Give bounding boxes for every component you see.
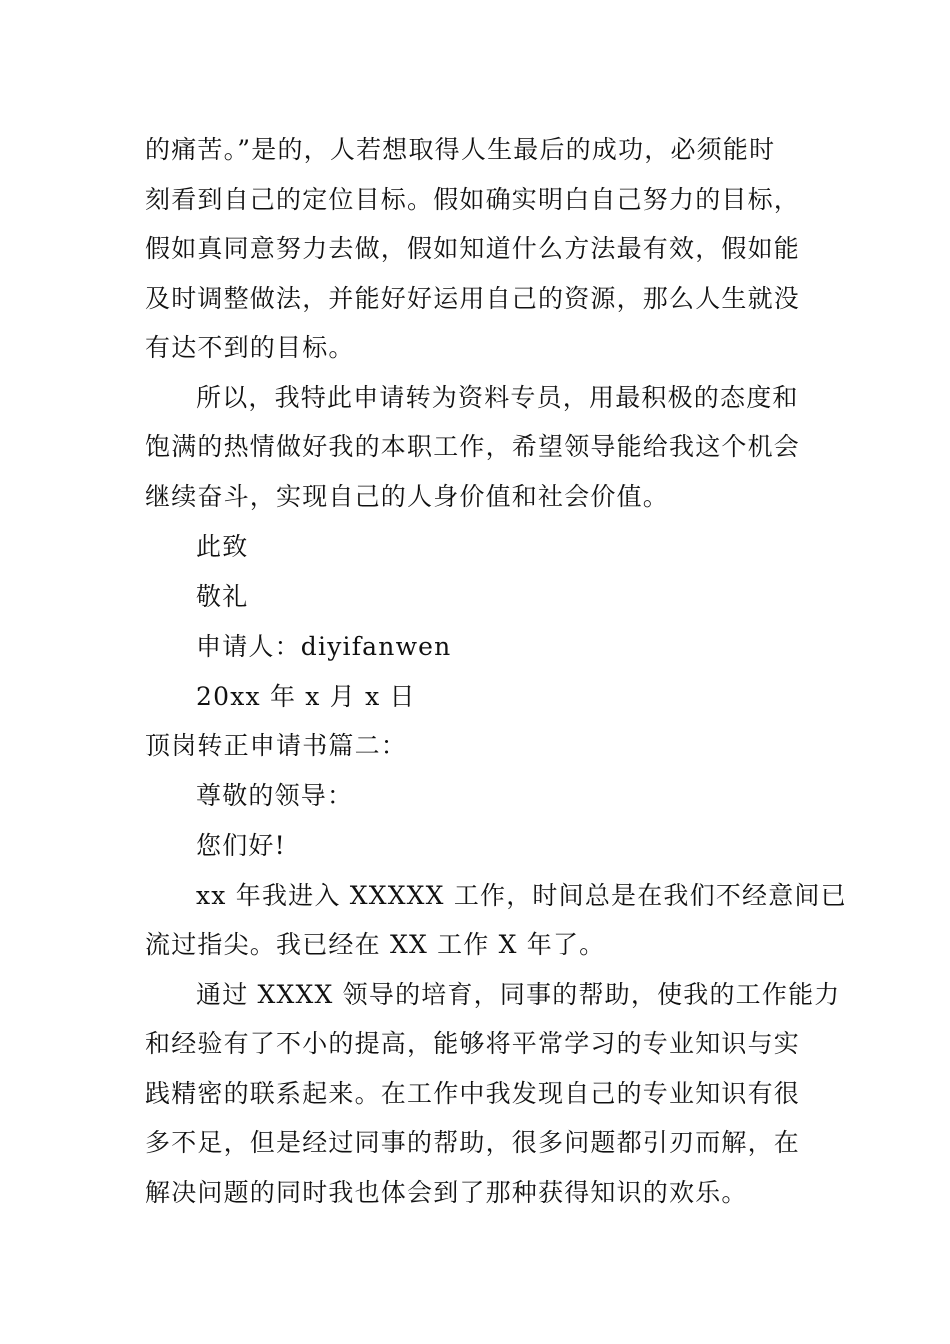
closing-regards: 敬礼 xyxy=(196,582,249,611)
body-text-line: 多不足，但是经过同事的帮助，很多问题都引刃而解，在 xyxy=(145,1128,801,1157)
body-text-line: 和经验有了不小的提高，能够将平常学习的专业知识与实 xyxy=(145,1029,801,1058)
paragraph-first-line: 通过 XXXX 领导的培育，同事的帮助，使我的工作能力 xyxy=(196,980,841,1009)
paragraph-first-line: 所以，我特此申请转为资料专员，用最积极的态度和 xyxy=(196,383,799,412)
body-text-line: 继续奋斗，实现自己的人身价值和社会价值。 xyxy=(145,482,670,511)
letter-greeting: 尊敬的领导： xyxy=(196,781,354,810)
section-heading: 顶岗转正申请书篇二： xyxy=(145,731,408,760)
body-text-line: 及时调整做法，并能好好运用自己的资源，那么人生就没 xyxy=(145,284,801,313)
body-text-line: 刻看到自己的定位目标。假如确实明白自己努力的目标， xyxy=(145,185,801,214)
body-text-line: 的痛苦。”是的，人若想取得人生最后的成功，必须能时 xyxy=(145,135,776,164)
body-text-line: 流过指尖。我已经在 XX 工作 X 年了。 xyxy=(145,930,606,959)
body-text-line: 饱满的热情做好我的本职工作，希望领导能给我这个机会 xyxy=(145,432,801,461)
paragraph-first-line: xx 年我进入 XXXXX 工作，时间总是在我们不经意间已 xyxy=(196,881,847,910)
document-date: 20xx 年 x 月 x 日 xyxy=(196,682,416,711)
closing-salutation: 此致 xyxy=(196,532,249,561)
applicant-signature: 申请人：diyifanwen xyxy=(196,632,452,661)
letter-opening: 您们好! xyxy=(196,831,286,860)
body-text-line: 解决问题的同时我也体会到了那种获得知识的欢乐。 xyxy=(145,1178,748,1207)
body-text-line: 有达不到的目标。 xyxy=(145,333,355,362)
body-text-line: 假如真同意努力去做，假如知道什么方法最有效，假如能 xyxy=(145,234,801,263)
body-text-line: 践精密的联系起来。在工作中我发现自己的专业知识有很 xyxy=(145,1079,801,1108)
